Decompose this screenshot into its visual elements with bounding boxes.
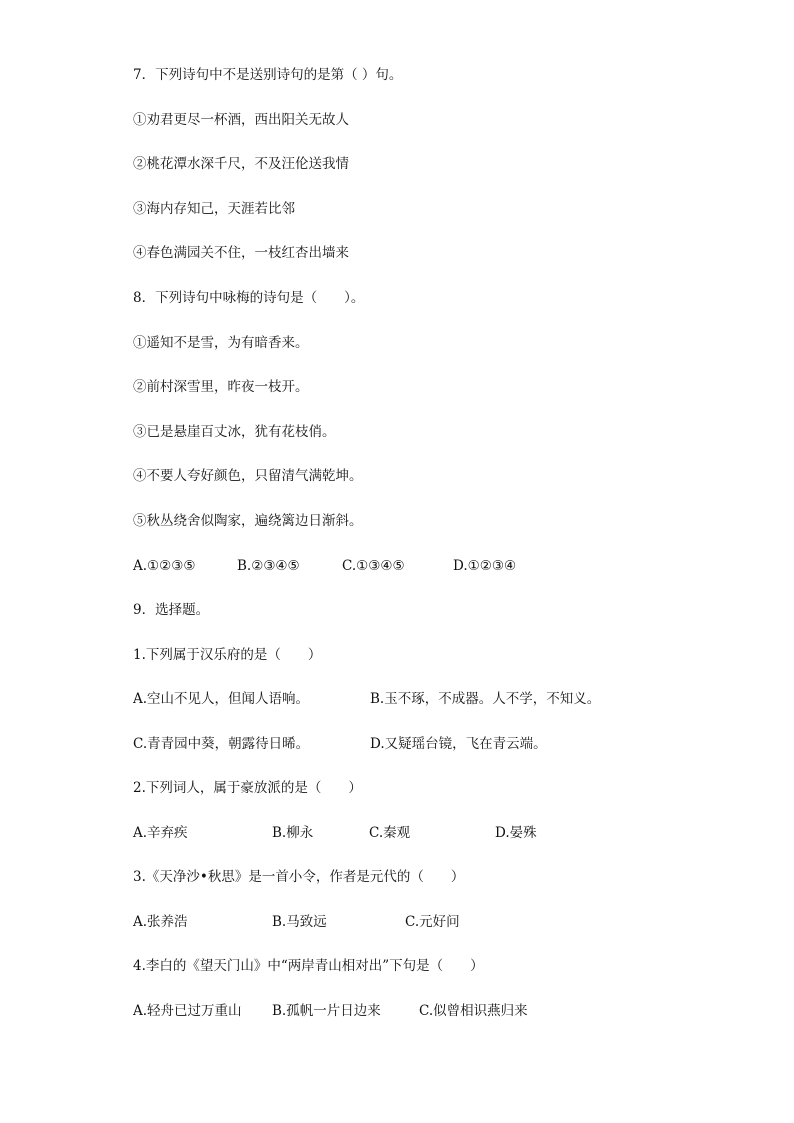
q7-item-1: ①劝君更尽一杯酒，西出阳关无故人 xyxy=(133,112,349,128)
q9-sub1-option-d: D.又疑瑶台镜，飞在青云端。 xyxy=(370,736,547,752)
q8-item-1: ①遥知不是雪，为有暗香来。 xyxy=(133,335,309,351)
q9-sub1-option-c: C.青青园中葵，朝露待日晞。 xyxy=(133,736,310,752)
q9-sub4-stem: 4.李白的《望天门山》中“两岸青山相对出”下句是（ ） xyxy=(133,958,484,974)
q9-sub1-option-b: B.玉不琢，不成器。人不学，不知义。 xyxy=(370,691,601,707)
q9-sub2-stem: 2.下列词人，属于豪放派的是（ ） xyxy=(133,780,362,796)
q9-sub1-stem: 1.下列属于汉乐府的是（ ） xyxy=(133,647,322,663)
q9-sub2-option-d: D.晏殊 xyxy=(495,825,537,841)
q9-sub2-option-c: C.秦观 xyxy=(369,825,411,841)
q7-item-2: ②桃花潭水深千尺，不及汪伦送我情 xyxy=(133,156,349,172)
q9-stem: 9．选择题。 xyxy=(133,602,210,618)
q7-item-4: ④春色满园关不住，一枝红杏出墙来 xyxy=(133,245,349,261)
q7-item-3: ③海内存知己，天涯若比邻 xyxy=(133,201,295,217)
q9-sub4-option-b: B.孤帆一片日边来 xyxy=(272,1003,381,1019)
q8-option-a: A.①②③⑤ xyxy=(133,558,196,574)
q9-sub3-option-b: B.马致远 xyxy=(272,914,327,930)
q9-sub2-option-b: B.柳永 xyxy=(272,825,314,841)
q9-sub4-options xyxy=(133,1002,528,1092)
q7-stem: 7．下列诗句中不是送别诗句的是第（ ）句。 xyxy=(133,67,403,83)
q8-item-2: ②前村深雪里，昨夜一枝开。 xyxy=(133,379,309,395)
q9-sub3-option-c: C.元好问 xyxy=(405,914,460,930)
q9-sub4-option-a: A.轻舟已过万重山 xyxy=(133,1003,242,1019)
q9-sub1-option-a: A.空山不见人，但闻人语响。 xyxy=(133,691,310,707)
q8-option-b: B.②③④⑤ xyxy=(237,558,300,574)
q8-option-d: D.①②③④ xyxy=(453,558,517,574)
q9-sub3-stem: 3.《天净沙•秋思》是一首小令，作者是元代的（ ） xyxy=(133,869,465,885)
q8-item-5: ⑤秋丛绕舍似陶家，遍绕篱边日渐斜。 xyxy=(133,513,363,529)
q9-sub2-option-a: A.辛弃疾 xyxy=(133,825,188,841)
q8-item-4: ④不要人夸好颜色，只留清气满乾坤。 xyxy=(133,468,363,484)
q9-sub4-option-c: C.似曾相识燕归来 xyxy=(419,1003,528,1019)
q9-sub3-option-a: A.张养浩 xyxy=(133,914,188,930)
q8-item-3: ③已是悬崖百丈冰，犹有花枝俏。 xyxy=(133,424,336,440)
q8-option-c: C.①③④⑤ xyxy=(342,558,405,574)
q8-stem: 8．下列诗句中咏梅的诗句是（ ）。 xyxy=(133,290,365,306)
